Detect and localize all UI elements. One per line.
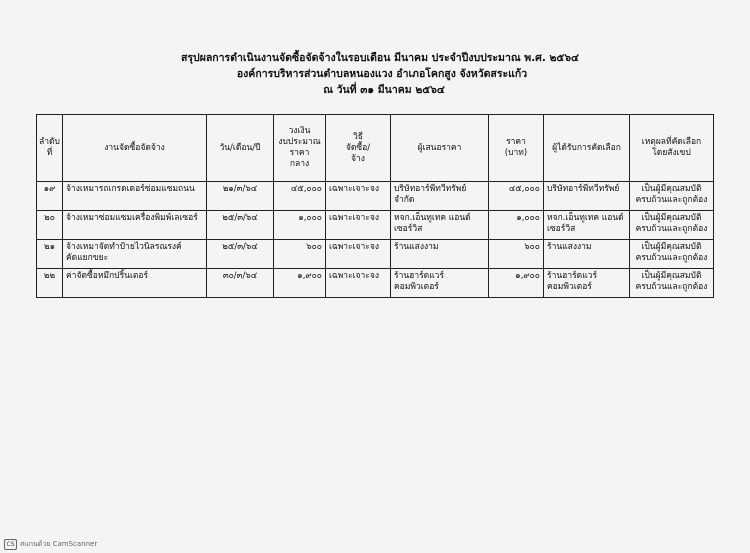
column-header bbox=[630, 115, 714, 182]
row-bidder-line: ร้านแสงงาม bbox=[394, 242, 439, 252]
row-number: ๒๐ bbox=[37, 211, 63, 240]
row-winner bbox=[544, 240, 630, 269]
row-winner bbox=[544, 182, 630, 211]
column-header-line: วิธี bbox=[353, 131, 363, 142]
row-item-line: จ้างเหมารถเกรดเดอร์ซ่อมแซมถนน bbox=[66, 184, 195, 194]
row-winner bbox=[544, 211, 630, 240]
row-date: ๓๐/๓/๖๔ bbox=[207, 269, 274, 298]
row-bidder-line: จำกัด bbox=[394, 195, 415, 205]
row-reason bbox=[630, 240, 714, 269]
column-header bbox=[326, 115, 391, 182]
row-method: เฉพาะเจาะจง bbox=[326, 182, 391, 211]
row-bidder-line: หจก.เอ็นทูเทค แอนด์ bbox=[394, 213, 471, 223]
row-item bbox=[63, 182, 207, 211]
row-reason-line: ครบถ้วนและถูกต้อง bbox=[635, 224, 708, 234]
row-budget: ๑,๙๐๐ bbox=[274, 269, 326, 298]
row-price: ๑,๐๐๐ bbox=[489, 211, 544, 240]
row-bidder bbox=[391, 240, 489, 269]
row-reason-line: ครบถ้วนและถูกต้อง bbox=[635, 253, 708, 263]
column-header-line: ลำดับ bbox=[39, 137, 60, 147]
row-winner-line: บริษัทอาร์พีทวีทรัพย์ bbox=[547, 184, 620, 194]
column-header-line: เหตุผลที่คัดเลือก bbox=[641, 137, 702, 147]
row-item-line: คัดแยกขยะ bbox=[66, 253, 109, 263]
row-price: ๔๕,๐๐๐ bbox=[489, 182, 544, 211]
column-header bbox=[489, 115, 544, 182]
row-bidder bbox=[391, 182, 489, 211]
row-number: ๒๑ bbox=[37, 240, 63, 269]
table-row bbox=[37, 182, 714, 211]
table-row bbox=[37, 211, 714, 240]
column-header-line: วงเงิน bbox=[288, 126, 311, 136]
row-method: เฉพาะเจาะจง bbox=[326, 211, 391, 240]
column-header bbox=[63, 115, 207, 182]
row-item-line: จ้างเหมาซ่อมแซมเครื่องพิมพ์เลเซอร์ bbox=[66, 213, 198, 223]
row-budget: ๑,๐๐๐ bbox=[274, 211, 326, 240]
row-price: ๖๐๐ bbox=[489, 240, 544, 269]
row-reason-line: ครบถ้วนและถูกต้อง bbox=[635, 282, 708, 292]
row-winner bbox=[544, 269, 630, 298]
document-date: ณ วันที่ ๓๑ มีนาคม ๒๕๖๔ bbox=[323, 84, 445, 96]
column-header-line: งานจัดซื้อจัดจ้าง bbox=[104, 142, 165, 153]
row-bidder bbox=[391, 269, 489, 298]
row-bidder-line: คอมพิวเตอร์ bbox=[394, 282, 439, 292]
column-header-line: จ้าง bbox=[351, 153, 365, 164]
column-header-line: ราคา bbox=[289, 148, 310, 158]
column-header-line: ผู้เสนอราคา bbox=[417, 142, 462, 153]
row-winner-line: คอมพิวเตอร์ bbox=[547, 282, 592, 292]
row-reason-line: เป็นผู้มีคุณสมบัติ bbox=[641, 213, 702, 223]
organization-name: องค์การบริหารส่วนตำบลหนองแวง อำเภอโคกสูง จังหวัดสระแก้ว bbox=[236, 68, 528, 80]
column-header bbox=[391, 115, 489, 182]
row-bidder-line: ร้านฮาร์ดแวร์ bbox=[394, 271, 445, 281]
row-reason-line: ครบถ้วนและถูกต้อง bbox=[635, 195, 708, 205]
row-number: ๑๙ bbox=[37, 182, 63, 211]
procurement-table bbox=[36, 114, 714, 298]
column-header bbox=[544, 115, 630, 182]
row-reason-line: เป็นผู้มีคุณสมบัติ bbox=[641, 242, 702, 252]
row-date: ๒๕/๓/๖๔ bbox=[207, 211, 274, 240]
row-item-line: จ้างเหมาจัดทำป้ายไวนิลรณรงค์ bbox=[66, 242, 182, 252]
row-reason-line: เป็นผู้มีคุณสมบัติ bbox=[641, 184, 702, 194]
row-price: ๑,๙๐๐ bbox=[489, 269, 544, 298]
column-header-line: ราคา bbox=[506, 137, 526, 147]
row-reason bbox=[630, 182, 714, 211]
row-reason bbox=[630, 269, 714, 298]
table-header-row bbox=[37, 115, 714, 182]
scanner-watermark bbox=[4, 539, 97, 550]
column-header-line: จัดซื้อ/ bbox=[345, 142, 371, 153]
camscanner-logo-icon: CS bbox=[4, 539, 17, 550]
column-header bbox=[207, 115, 274, 182]
row-date: ๒๕/๓/๖๔ bbox=[207, 240, 274, 269]
column-header bbox=[274, 115, 326, 182]
row-item bbox=[63, 269, 207, 298]
row-winner-line: เซอร์วิส bbox=[547, 224, 576, 234]
row-bidder-line: บริษัทอาร์พีทวีทรัพย์ bbox=[394, 184, 467, 194]
column-header-line: ที่ bbox=[46, 148, 53, 158]
row-budget: ๖๐๐ bbox=[274, 240, 326, 269]
row-method: เฉพาะเจาะจง bbox=[326, 269, 391, 298]
column-header bbox=[37, 115, 63, 182]
column-header-line: วัน/เดือน/ปี bbox=[219, 142, 261, 153]
row-winner-line: ร้านแสงงาม bbox=[547, 242, 592, 252]
row-item bbox=[63, 211, 207, 240]
row-reason bbox=[630, 211, 714, 240]
row-date: ๒๑/๓/๖๔ bbox=[207, 182, 274, 211]
table-row bbox=[37, 240, 714, 269]
column-header-line: ผู้ได้รับการคัดเลือก bbox=[552, 142, 621, 153]
column-header-line: งบประมาณ bbox=[278, 137, 321, 147]
row-reason-line: เป็นผู้มีคุณสมบัติ bbox=[641, 271, 702, 281]
row-method: เฉพาะเจาะจง bbox=[326, 240, 391, 269]
row-budget: ๔๕,๐๐๐ bbox=[274, 182, 326, 211]
column-header-line: กลาง bbox=[289, 159, 310, 169]
row-item-line: ค่าจัดซื้อหมึกปริ้นเตอร์ bbox=[66, 271, 149, 281]
row-bidder-line: เซอร์วิส bbox=[394, 224, 423, 234]
row-winner-line: หจก.เอ็นทูเทค แอนด์ bbox=[547, 213, 624, 223]
row-winner-line: ร้านฮาร์ดแวร์ bbox=[547, 271, 598, 281]
table-row bbox=[37, 269, 714, 298]
document-title: สรุปผลการดำเนินงานจัดซื้อจัดจ้างในรอบเดือน มีนาคม ประจำปีงบประมาณ พ.ศ. ๒๕๖๔ bbox=[181, 52, 579, 64]
document-title-block bbox=[0, 50, 750, 98]
row-item bbox=[63, 240, 207, 269]
column-header-line: (บาท) bbox=[504, 148, 528, 158]
column-header-line: โดยสังเขป bbox=[652, 148, 691, 158]
row-number: ๒๒ bbox=[37, 269, 63, 298]
row-bidder bbox=[391, 211, 489, 240]
scanner-watermark-text: สแกนด้วย CamScanner bbox=[20, 540, 98, 548]
